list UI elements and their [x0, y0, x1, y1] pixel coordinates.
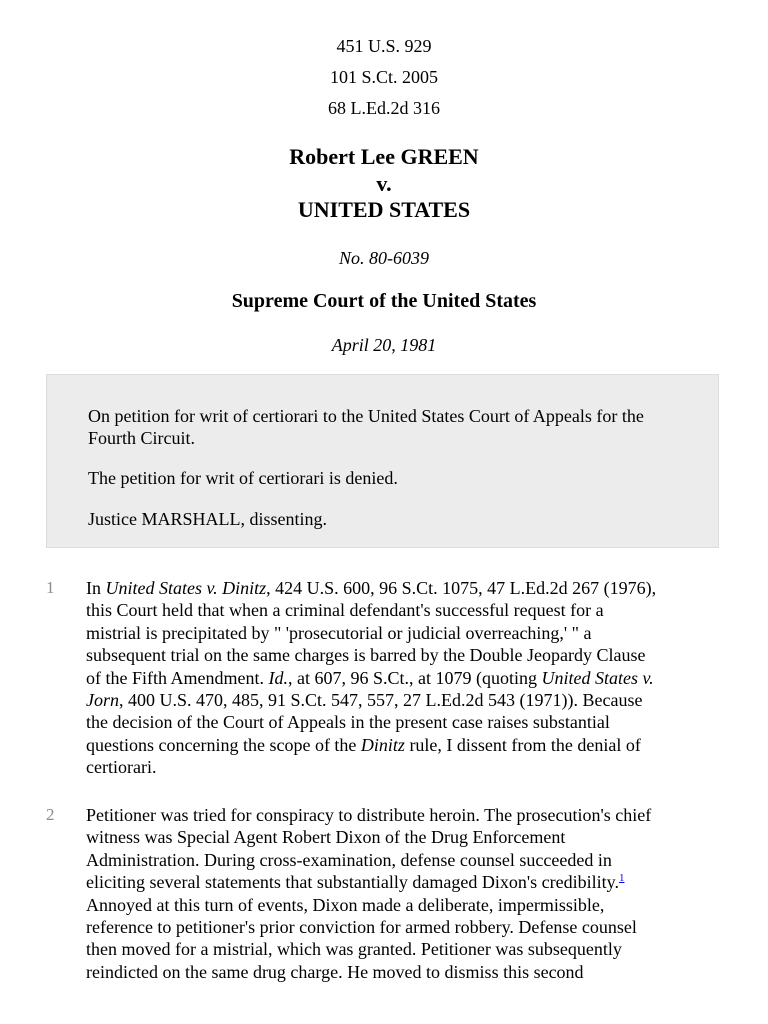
paragraph-line: [86, 689, 726, 711]
paragraph-line: [86, 804, 726, 826]
footnote-link[interactable]: 1: [618, 872, 625, 885]
text-segment: mistrial is precipitated by " 'prosecutorial or judicial overreaching,' " a: [86, 622, 592, 643]
italic-citation: Jorn: [86, 690, 119, 711]
docket-number: No. 80-6039: [339, 248, 429, 268]
citation-us-reports: 451 U.S. 929: [336, 36, 432, 56]
paragraph-number: 2: [46, 805, 55, 824]
opinion-paragraph: [86, 577, 726, 779]
text-segment: questions concerning the scope of the: [86, 734, 361, 755]
text-segment: reindicted on the same drug charge. He moved to dismiss this second: [86, 961, 584, 982]
text-segment: In: [86, 578, 106, 598]
text-segment: Petitioner was tried for conspiracy to distribute heroin. The prosecution's chief: [86, 805, 652, 825]
paragraph-line: [86, 734, 726, 756]
text-segment: this Court held that when a criminal defendant's successful request for a: [86, 600, 604, 621]
italic-citation: United States v. Dinitz: [105, 578, 267, 598]
text-segment: Administration. During cross-examination, defense counsel succeeded in: [86, 849, 612, 870]
paragraph-line: [86, 826, 726, 848]
text-segment: of the Fifth Amendment.: [86, 667, 269, 688]
citation-supreme-court-reporter: 101 S.Ct. 2005: [329, 67, 439, 87]
text-segment: subsequent trial on the same charges is barred by the Double Jeopardy Clause: [86, 645, 646, 666]
citation-lawyers-edition: 68 L.Ed.2d 316: [328, 98, 440, 118]
paragraph-line: [86, 961, 726, 983]
paragraph-line: [86, 916, 726, 938]
text-segment: , 424 U.S. 600, 96 S.Ct. 1075, 47 L.Ed.2d 267 (1976),: [266, 578, 657, 598]
paragraph-line: [86, 871, 726, 893]
text-segment: certiorari.: [86, 757, 157, 778]
text-segment: , at 607, 96 S.Ct., at 1079 (quoting: [287, 667, 542, 688]
paragraph-line: [86, 849, 726, 871]
paragraph-line: [86, 644, 726, 666]
paragraph-line: [86, 938, 726, 960]
case-summary-box: [46, 374, 719, 548]
petitioner-name: Robert Lee GREEN: [289, 144, 479, 169]
paragraph-line: [86, 622, 726, 644]
paragraph-line: [86, 894, 726, 916]
court-name: Supreme Court of the United States: [231, 290, 537, 312]
text-segment: then moved for a mistrial, which was granted. Petitioner was subsequently: [86, 939, 622, 960]
text-segment: reference to petitioner's prior conviction for armed robbery. Defense counsel: [86, 917, 637, 938]
text-segment: Annoyed at this turn of events, Dixon made a deliberate, impermissible,: [86, 894, 605, 915]
text-segment: , 400 U.S. 470, 485, 91 S.Ct. 547, 557, 27 L.Ed.2d 543 (1971)). Because: [119, 690, 643, 711]
petition-statement: On petition for writ of certiorari to the United States Court of Appeals for the Fourth Circuit.: [88, 406, 644, 448]
paragraph-line: [86, 599, 726, 621]
italic-citation: Id.: [268, 667, 288, 688]
paragraph-line: [86, 577, 726, 599]
opinion-paragraph: [86, 804, 726, 983]
text-segment: rule, I dissent from the denial of: [404, 734, 641, 755]
respondent-name: UNITED STATES: [297, 197, 471, 222]
italic-citation: United States v.: [541, 667, 654, 688]
dissent-statement: Justice MARSHALL, dissenting.: [88, 509, 328, 529]
disposition-statement: The petition for writ of certiorari is denied.: [88, 468, 398, 488]
paragraph-line: [86, 711, 726, 733]
text-segment: eliciting several statements that substantially damaged Dixon's credibility.: [86, 872, 619, 893]
paragraph-line: [86, 667, 726, 689]
text-segment: witness was Special Agent Robert Dixon of the Drug Enforcement: [86, 827, 566, 848]
decision-date: April 20, 1981: [331, 335, 437, 355]
italic-citation: Dinitz: [360, 734, 405, 755]
text-segment: the decision of the Court of Appeals in the present case raises substantial: [86, 712, 610, 733]
versus-label: v.: [376, 171, 392, 196]
paragraph-line: [86, 756, 726, 778]
paragraph-number: 1: [46, 578, 55, 597]
